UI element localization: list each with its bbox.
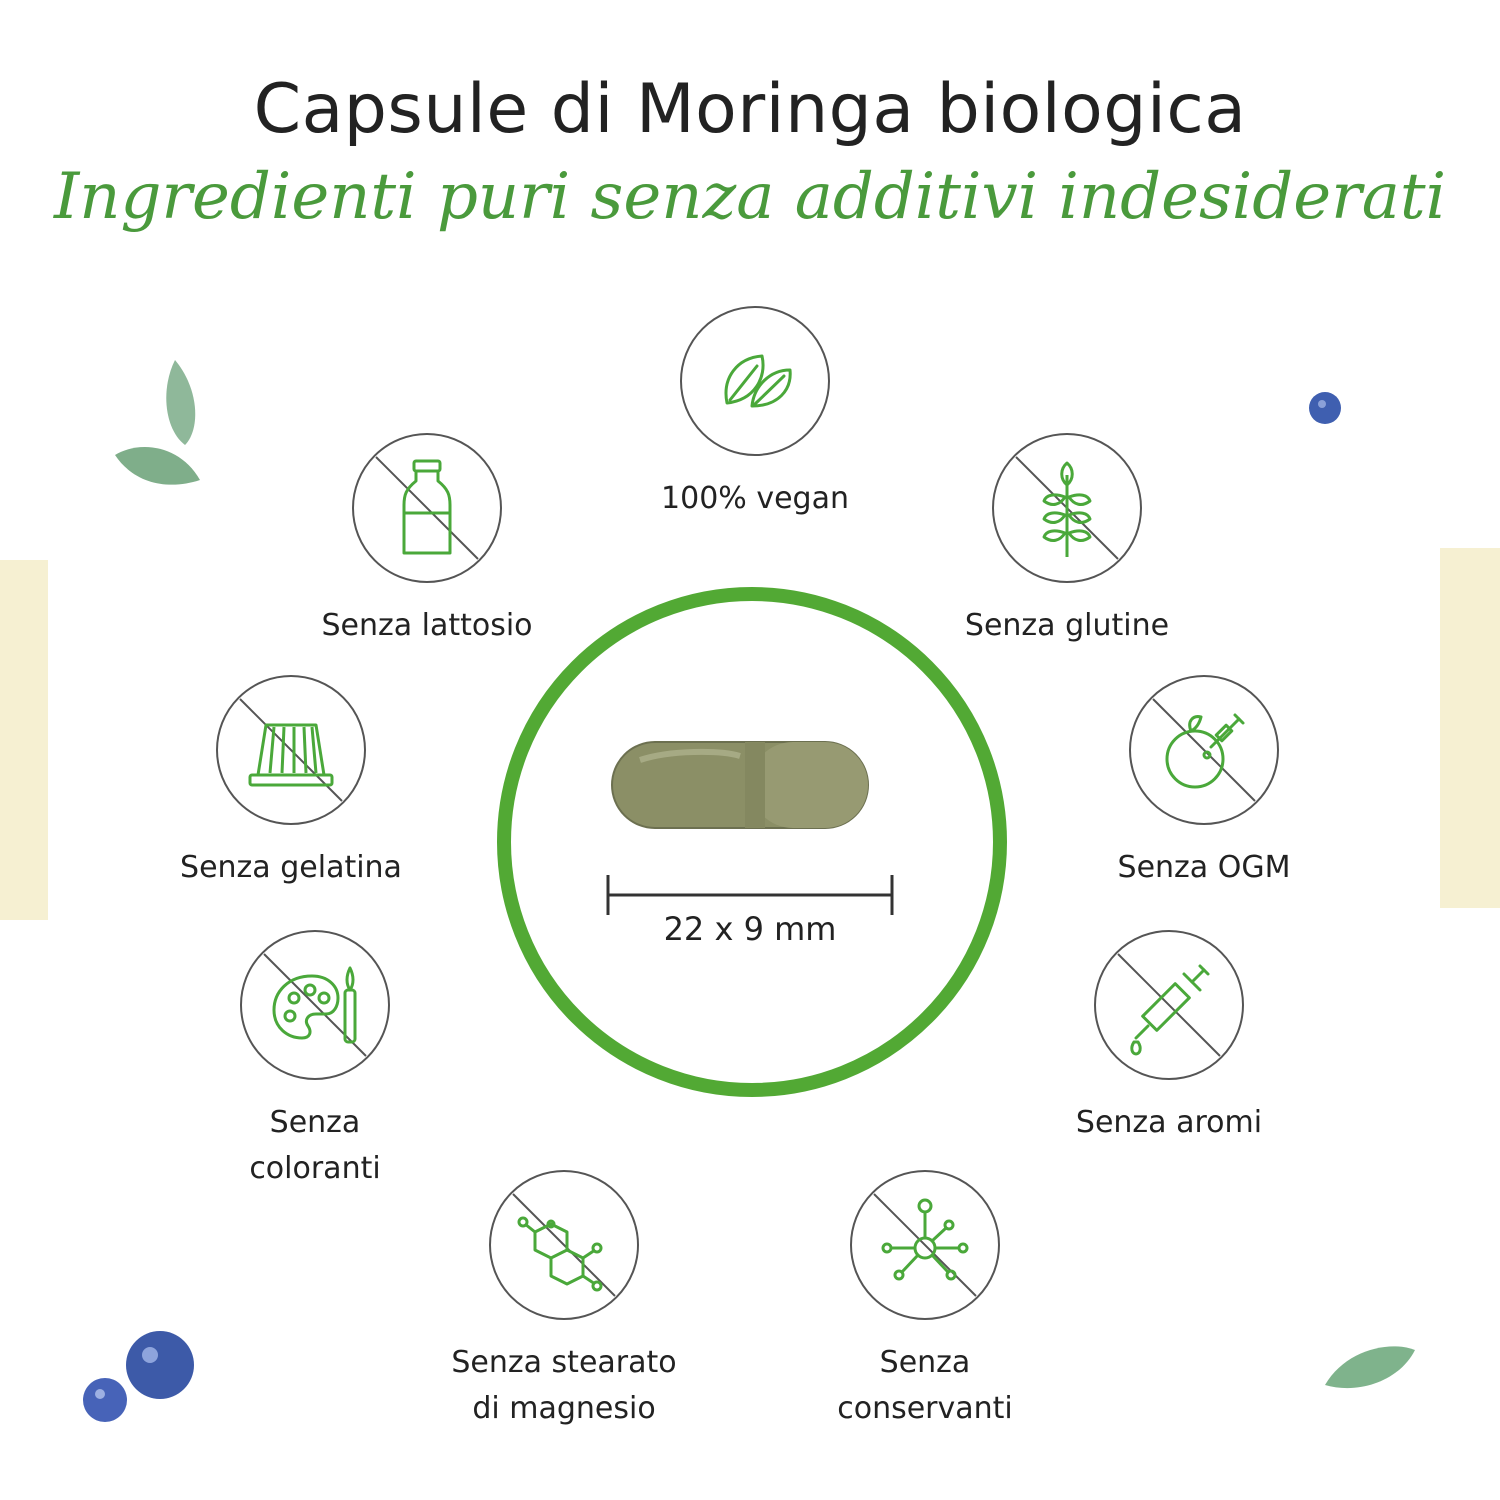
feature-lactose-free [277, 433, 577, 649]
feature-magnesium-stearate-free-label: Senza stearato di magnesio [451, 1345, 677, 1426]
blueberry-decoration-top-right [1300, 388, 1350, 428]
feature-flavor-free [1019, 930, 1319, 1146]
feature-lactose-free-label: Senza lattosio [321, 608, 533, 643]
feature-colorant-free-badge [240, 930, 390, 1080]
leaf-decoration-bottom-right [1320, 1335, 1420, 1395]
feature-gelatin-free [141, 675, 441, 891]
paper-strip-left [0, 560, 48, 920]
molecule-icon [491, 1172, 637, 1318]
gmo-fruit-icon [1131, 677, 1277, 823]
page-subtitle: Ingredienti puri senza additivi indesiderati [53, 160, 1447, 234]
feature-lactose-free-badge [352, 433, 502, 583]
feature-colorant-free-label: Senza coloranti [249, 1105, 381, 1186]
feature-magnesium-stearate-free-badge [489, 1170, 639, 1320]
feature-gluten-free [917, 433, 1217, 649]
paint-palette-icon [242, 932, 388, 1078]
capsule-image [610, 740, 870, 830]
blueberry-decoration-bottom-left [70, 1320, 210, 1430]
capsule-size-label: 22 x 9 mm [663, 910, 837, 948]
feature-vegan-label: 100% vegan [661, 481, 849, 516]
capsule-ring [497, 587, 1007, 1097]
feature-flavor-free-label: Senza aromi [1075, 1105, 1263, 1140]
feature-vegan [605, 306, 905, 522]
feature-gluten-free-badge [992, 433, 1142, 583]
feature-preservative-free-badge [850, 1170, 1000, 1320]
syringe-icon [1096, 932, 1242, 1078]
feature-preservative-free [775, 1170, 1075, 1432]
feature-vegan-badge [680, 306, 830, 456]
milk-bottle-icon [354, 435, 500, 581]
leaf-decoration-top-left [100, 350, 220, 510]
feature-gmo-free-label: Senza OGM [1117, 850, 1291, 885]
page-title: Capsule di Moringa biologica [253, 70, 1247, 149]
feature-gmo-free [1054, 675, 1354, 891]
feature-gmo-free-badge [1129, 675, 1279, 825]
paper-strip-right [1440, 548, 1500, 908]
feature-colorant-free [165, 930, 465, 1192]
feature-preservative-free-label: Senza conservanti [837, 1345, 1013, 1426]
jelly-icon [218, 677, 364, 823]
feature-flavor-free-badge [1094, 930, 1244, 1080]
wheat-icon [994, 435, 1140, 581]
feature-gluten-free-label: Senza glutine [964, 608, 1170, 643]
feature-magnesium-stearate-free [414, 1170, 714, 1432]
feature-gelatin-free-label: Senza gelatina [180, 850, 402, 885]
feature-gelatin-free-badge [216, 675, 366, 825]
leaf-icon [682, 308, 828, 454]
atom-icon [852, 1172, 998, 1318]
